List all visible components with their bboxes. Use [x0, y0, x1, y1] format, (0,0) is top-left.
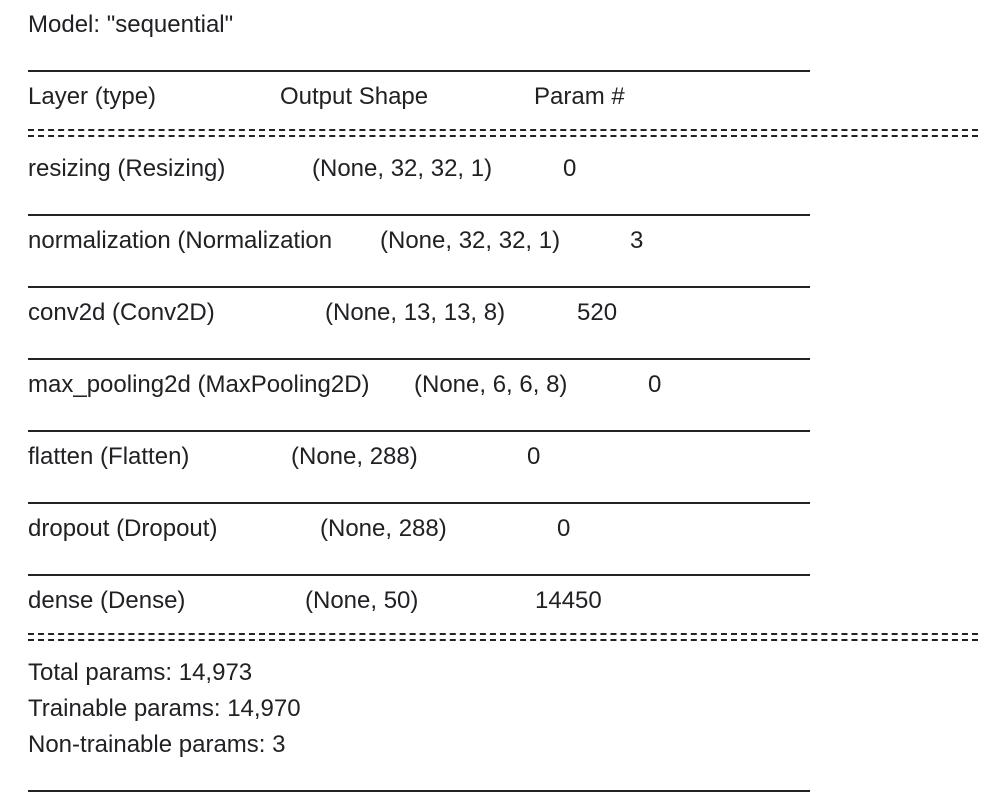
separator-line [28, 403, 988, 439]
header-layer: Layer (type) [28, 83, 157, 110]
output-shape: (None, 13, 13, 8) [325, 299, 506, 326]
layer-name: normalization (Normalization [28, 227, 333, 254]
header-row [28, 79, 988, 115]
table-row [28, 223, 988, 259]
trainable-params: Trainable params: 14,970 [28, 695, 301, 722]
table-row [28, 151, 988, 187]
param-count: 14450 [535, 587, 602, 614]
separator-line [28, 547, 988, 583]
table-row [28, 295, 988, 331]
param-count: 0 [648, 371, 662, 398]
layer-name: flatten (Flatten) [28, 443, 190, 470]
param-count: 0 [557, 515, 571, 542]
param-count: 0 [527, 443, 541, 470]
table-row [28, 511, 988, 547]
separator-line [28, 187, 988, 223]
header-output-shape: Output Shape [280, 83, 429, 110]
non-trainable-params: Non-trainable params: 3 [28, 731, 286, 758]
output-shape: (None, 6, 6, 8) [414, 371, 568, 398]
separator-line [28, 43, 988, 79]
total-params: Total params: 14,973 [28, 659, 253, 686]
layer-name: max_pooling2d (MaxPooling2D) [28, 371, 370, 398]
output-shape: (None, 288) [291, 443, 418, 470]
table-row [28, 583, 988, 619]
output-shape: (None, 32, 32, 1) [312, 155, 493, 182]
separator-line [28, 763, 988, 799]
double-separator-line [28, 115, 988, 151]
param-count: 3 [630, 227, 644, 254]
double-separator-line [28, 619, 988, 655]
param-count: 520 [577, 299, 618, 326]
output-shape: (None, 32, 32, 1) [380, 227, 561, 254]
layer-name: dense (Dense) [28, 587, 186, 614]
table-row [28, 367, 988, 403]
separator-line [28, 259, 988, 295]
layer-name: conv2d (Conv2D) [28, 299, 215, 326]
layer-name: dropout (Dropout) [28, 515, 218, 542]
model-title: Model: "sequential" [28, 11, 234, 38]
separator-line [28, 331, 988, 367]
output-shape: (None, 288) [320, 515, 447, 542]
header-params: Param # [534, 83, 625, 110]
model-summary [28, 7, 988, 799]
output-shape: (None, 50) [305, 587, 419, 614]
separator-line [28, 475, 988, 511]
layer-name: resizing (Resizing) [28, 155, 226, 182]
table-row [28, 439, 988, 475]
param-count: 0 [563, 155, 577, 182]
